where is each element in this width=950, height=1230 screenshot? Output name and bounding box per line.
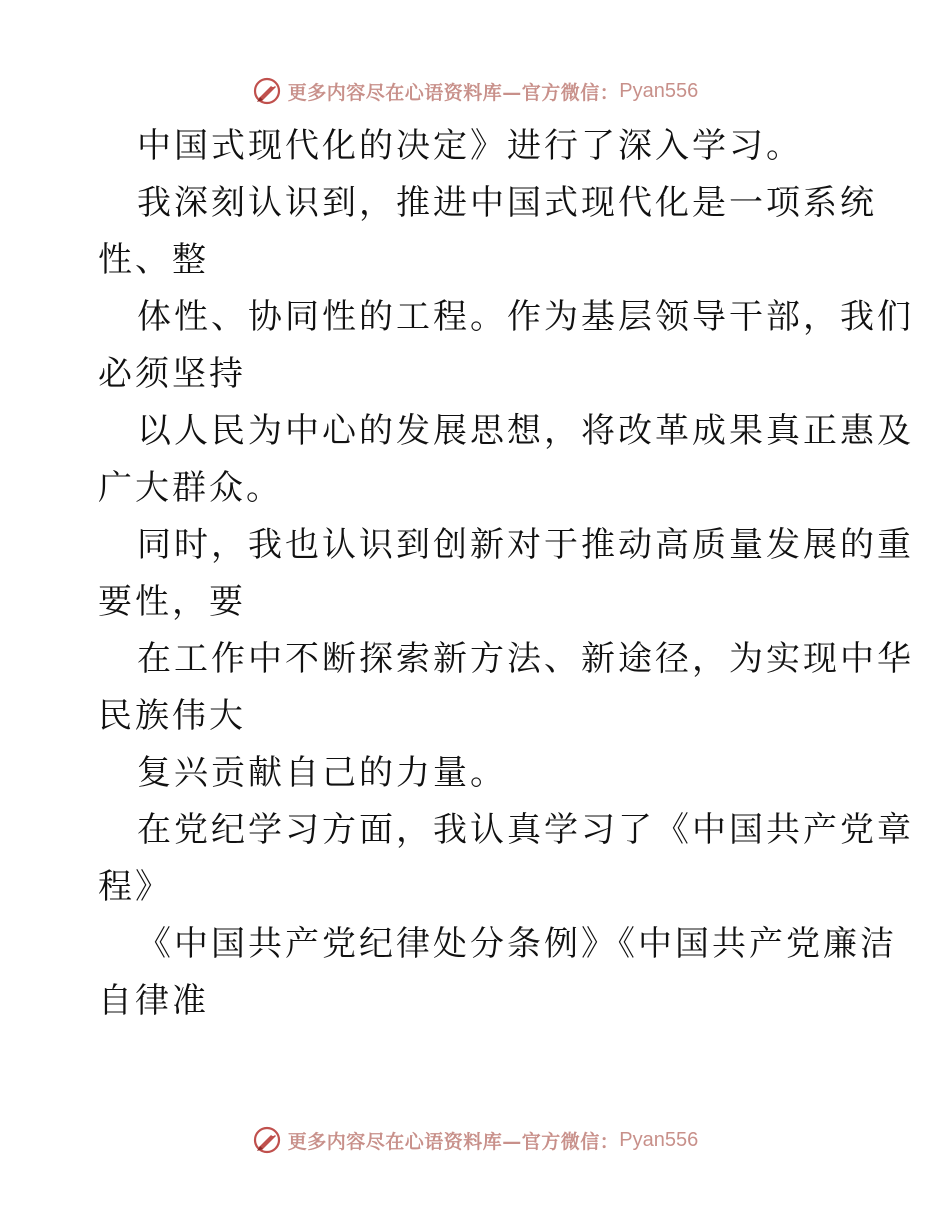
body-line: 要性，要	[98, 582, 246, 622]
body-line: 以人民为中心的发展思想，将改革成果真正惠及	[137, 411, 914, 451]
body-line: 程》	[98, 867, 172, 907]
footer-banner-id: Pyan556	[619, 1128, 699, 1151]
footer-banner	[0, 1122, 950, 1158]
body-line: 我深刻认识到，推进中国式现代化是一项系统	[137, 183, 877, 223]
body-line: 同时，我也认识到创新对于推动高质量发展的重	[137, 525, 914, 565]
body-line: 广大群众。	[98, 468, 283, 508]
header-banner-text: 更多内容尽在心语资料库—官方微信：	[287, 81, 620, 104]
footer-banner-text: 更多内容尽在心语资料库—官方微信：	[287, 1130, 620, 1153]
body-line: 在党纪学习方面，我认真学习了《中国共产党章	[137, 810, 914, 850]
pen-logo-icon	[252, 1125, 282, 1155]
body-line: 性、整	[98, 240, 209, 280]
body-line: 《中国共产党纪律处分条例》《中国共产党廉洁	[137, 924, 897, 964]
body-line: 自律准	[98, 981, 209, 1021]
header-banner	[0, 73, 950, 109]
body-line: 民族伟大	[98, 696, 246, 736]
body-line: 中国式现代化的决定》进行了深入学习。	[137, 126, 803, 166]
body-line: 体性、协同性的工程。作为基层领导干部，我们	[137, 297, 914, 337]
header-banner-id: Pyan556	[619, 79, 699, 102]
body-line: 复兴贡献自己的力量。	[137, 753, 507, 793]
body-line: 在工作中不断探索新方法、新途径，为实现中华	[137, 639, 914, 679]
body-line: 必须坚持	[98, 354, 246, 394]
document-body	[98, 118, 914, 1030]
pen-logo-icon	[252, 76, 282, 106]
